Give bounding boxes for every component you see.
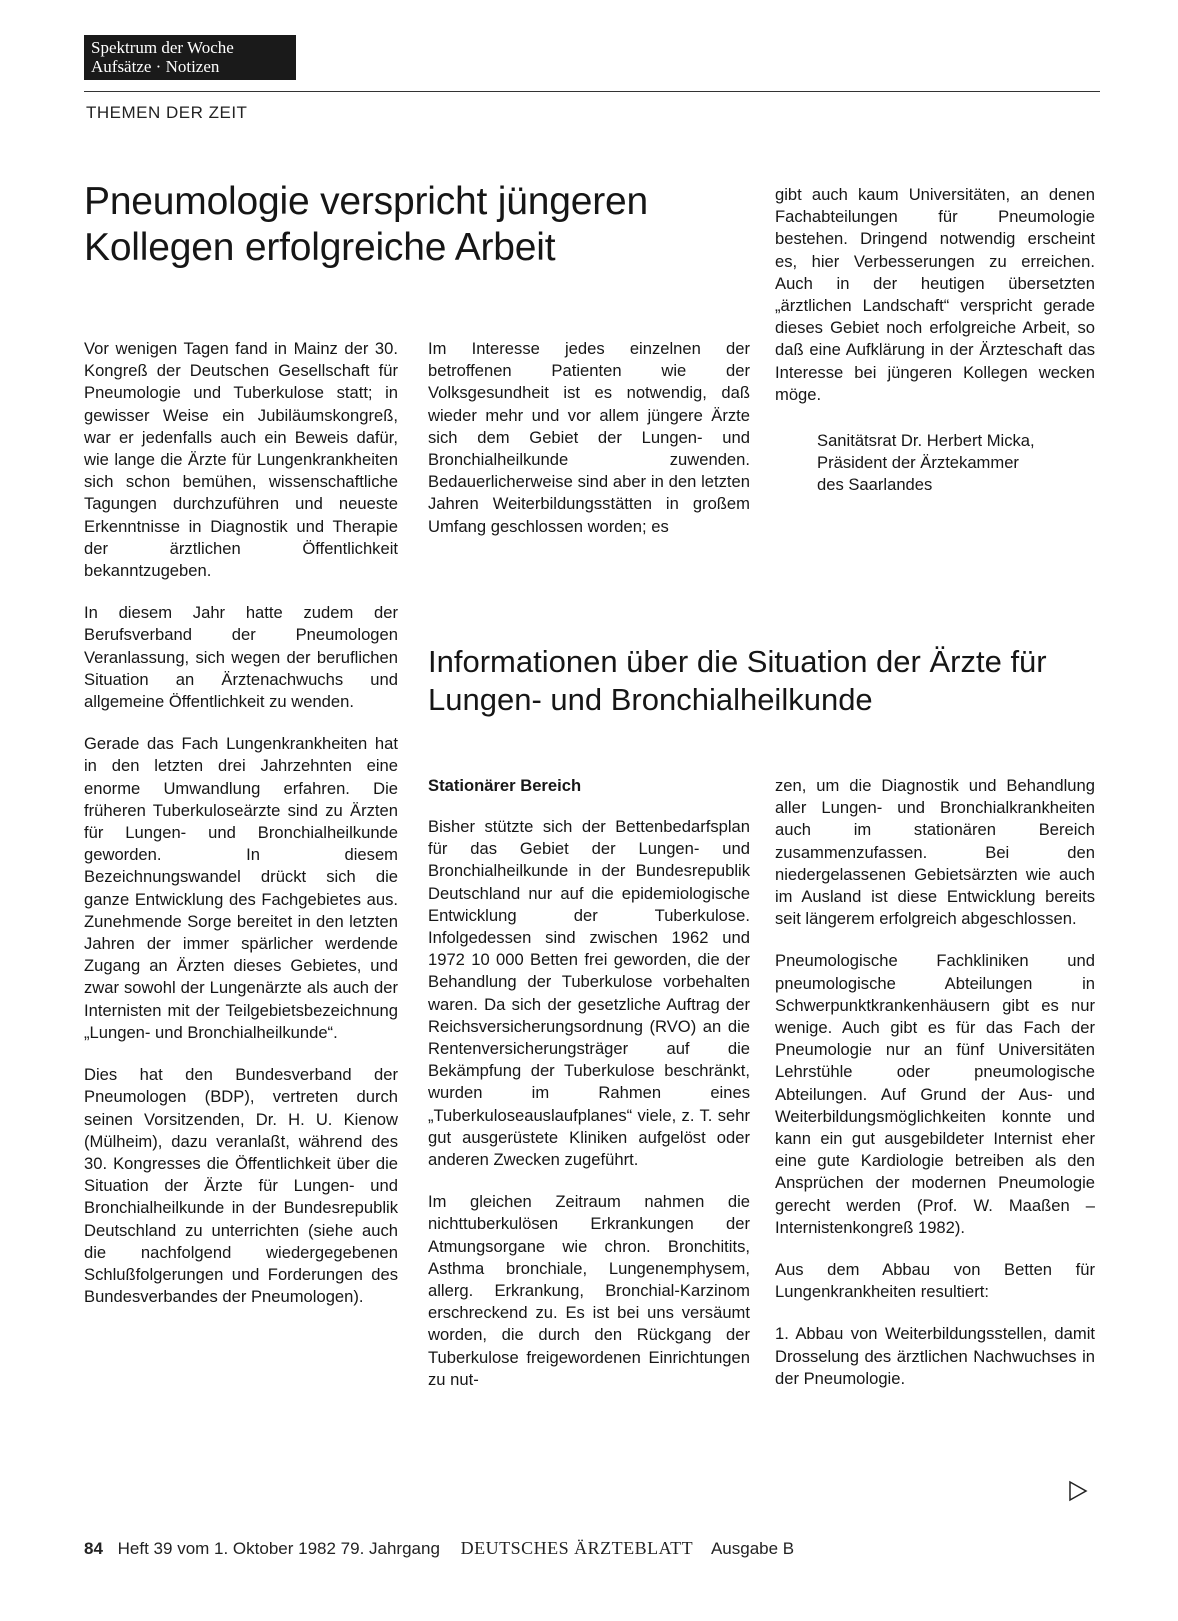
page-footer: [84, 1538, 794, 1559]
paragraph: Aus dem Abbau von Betten für Lungenkrankheiten resultiert:: [775, 1260, 1095, 1302]
journal-name: DEUTSCHES ÄRZTEBLATT: [460, 1538, 694, 1558]
article2-column-2: [775, 775, 1095, 1410]
paragraph: 1. Abbau von Weiterbildungsstellen, damit Drosselung des ärztlichen Nachwuchses in der Pneumologie.: [775, 1324, 1095, 1388]
rubric-box: [84, 35, 296, 80]
header-rule: [84, 91, 1100, 92]
paragraph: Bisher stützte sich der Bettenbedarfsplan für das Gebiet der Lungen- und Bronchialheilkunde in der Bundesrepublik Deutschland nur auf die epidemiologische Entwicklung der Tuberkulose. Infolgedessen sind zwischen 1962 und 1972 10 000 Betten frei geworden, die der Behandlung der Tuberkulose vorbehalten waren. Da sich der gesetzliche Auftrag der Reichsversicherungsordnung (RVO) an die Rentenversicherungsträger auf die Bekämpfung der Tuberkulose beschränkt, wurden im Rahmen eines „Tuberkuloseauslaufplanes“ viele, z. T. sehr gut ausgerüstete Kliniken aufgelöst oder anderen Zwecken zugeführt.: [428, 817, 750, 1170]
paragraph: Im gleichen Zeitraum nahmen die nichttuberkulösen Erkrankungen der Atmungsorgane wie chron. Bronchitits, Asthma bronchiale, Lungenemphysem, allerg. Erkrankung, Bronchial-Karzinom erschreckend zu. Es ist bei uns versäumt worden, die durch den Rückgang der Tuberkulose freigewordenen Einrichtungen zu nut-: [428, 1192, 750, 1389]
rubric-line-1: Spektrum der Woche: [91, 38, 234, 57]
paragraph: zen, um die Diagnostik und Behandlung aller Lungen- und Bronchialkrankheiten auch im stationären Bereich zusammenzufassen. Bei den niedergelassenen Gebietsärzten wie auch im Ausland ist diese Entwicklung bereits seit längerem erfolgreich abgeschlossen.: [775, 776, 1095, 929]
signature-line: Präsident der Ärztekammer: [817, 453, 1019, 473]
paragraph: Dies hat den Bundesverband der Pneumologen (BDP), vertreten durch seinen Vorsitzenden, Dr. H. U. Kienow (Mülheim), dazu veranlaßt, während des 30. Kongresses die Öffentlichkeit über die Situation der Ärzte für Lungen- und Bronchialheilkunde in der Bundesrepublik Deutschland zu unterrichten (siehe auch die nachfolgend wiedergegebenen Schlußfolgerungen und Forderungen des Bundesverbandes der Pneumologen).: [84, 1065, 398, 1307]
article2-column-1: [428, 775, 750, 1411]
article1-column-2: [428, 338, 750, 558]
paragraph: Pneumologische Fachkliniken und pneumologische Abteilungen in Schwerpunktkrankenhäusern gibt es nur wenige. Auch gibt es für das Fach der Pneumologie nur an fünf Universitäten Lehrstühle oder pneumologische Abteilungen. Auf Grund der Aus- und Weiterbildungsmöglichkeiten konnte und kann ein gut ausgebildeter Internist eher eine gute Kardiologie betreiben als den Ansprüchen der modernen Pneumologie gerecht werden (Prof. W. Maaßen – Internistenkongreß 1982).: [775, 951, 1095, 1237]
paragraph: Im Interesse jedes einzelnen der betroffenen Patienten wie der Volksgesundheit ist es notwendig, daß wieder mehr und vor allem jüngere Ärzte sich dem Gebiet der Lungen- und Bronchialheilkunde zuwenden. Bedauerlicherweise sind aber in den letzten Jahren Weiterbildungsstätten in großem Umfang geschlossen worden; es: [428, 339, 750, 536]
continue-arrow-icon: [1068, 1480, 1088, 1502]
rubric-line-2: Aufsätze · Notizen: [91, 57, 220, 76]
signature-line: des Saarlandes: [817, 475, 933, 495]
subheading: Stationärer Bereich: [428, 776, 582, 795]
paragraph: Gerade das Fach Lungenkrankheiten hat in den letzten drei Jahrzehnten eine enorme Umwandlung erfahren. Die früheren Tuberkuloseärzte sind zu Ärzten für Lungen- und Bronchialheilkunde geworden. In diesem Bezeichnungswandel drückt sich die ganze Entwicklung des Fachgebietes aus. Zunehmende Sorge bereitet in den letzten Jahren der immer spärlicher werdende Zugang an Ärzten dieses Gebietes, und zwar sowohl der Lungenärzte als auch der Internisten mit der Teilgebietsbezeichnung „Lungen- und Bronchialheilkunde“.: [84, 734, 398, 1042]
edition-label: Ausgabe B: [710, 1539, 795, 1558]
paragraph: gibt auch kaum Universitäten, an denen Fachabteilungen für Pneumologie bestehen. Dringend notwendig erscheint es, hier Verbesserungen zu erreichen. Auch in der heutigen übersetzten „ärztlichen Landschaft“ verspricht gerade dieses Gebiet noch erfolgreiche Arbeit, so daß eine Aufklärung in der Ärzteschaft das Interesse bei jüngeren Kollegen wecken möge.: [775, 185, 1095, 404]
page-number: 84: [84, 1539, 103, 1558]
paragraph: In diesem Jahr hatte zudem der Berufsverband der Pneumologen Veranlassung, sich wegen der beruflichen Situation an Ärztenachwuchs und allgemeine Öffentlichkeit zu wenden.: [84, 603, 398, 712]
section-label: THEMEN DER ZEIT: [86, 103, 248, 122]
issue-info: Heft 39 vom 1. Oktober 1982 79. Jahrgang: [117, 1539, 440, 1558]
article-title: Pneumologie verspricht jüngeren Kollegen erfolgreiche Arbeit: [84, 180, 648, 269]
author-signature: [775, 430, 1095, 497]
signature-line: Sanitätsrat Dr. Herbert Micka,: [817, 431, 1035, 451]
article1-column-3: [775, 184, 1095, 497]
paragraph: Vor wenigen Tagen fand in Mainz der 30. Kongreß der Deutschen Gesellschaft für Pneumologie und Tuberkulose statt; in gewisser Weise ein Jubiläumskongreß, war er jedenfalls auch ein Beweis dafür, wie lange die Ärzte für Lungenkrankheiten sich schon bemühen, wissenschaftliche Tagungen durchzuführen und neueste Erkenntnisse in Diagnostik und Therapie der ärztlichen Öffentlichkeit bekanntzugeben.: [84, 339, 398, 581]
article2-title: Informationen über die Situation der Ärzte für Lungen- und Bronchialheilkunde: [428, 644, 1047, 717]
article1-column-1: [84, 338, 398, 1328]
